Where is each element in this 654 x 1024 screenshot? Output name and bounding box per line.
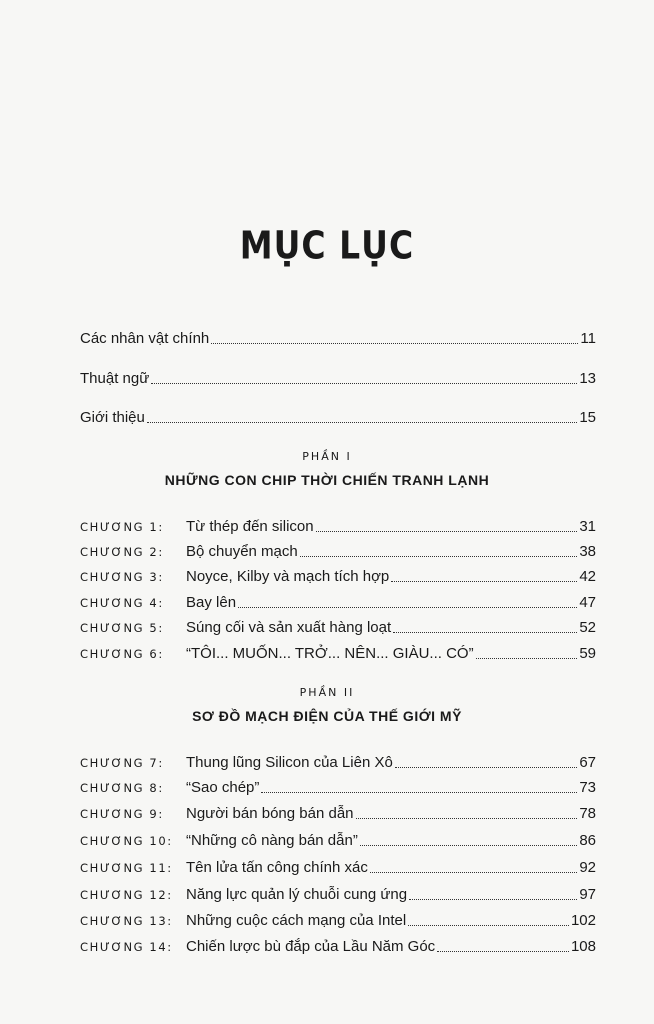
chapter-label: CHƯƠNG 7: <box>80 756 164 770</box>
chapter-entry[interactable] <box>80 615 596 637</box>
chapter-label: CHƯƠNG 14: <box>80 940 173 954</box>
chapter-entry[interactable] <box>80 514 596 536</box>
chapter-entry[interactable] <box>80 564 596 586</box>
chapter-label: CHƯƠNG 12: <box>80 888 173 902</box>
chapter-title: Những cuộc cách mạng của Intel <box>186 912 407 929</box>
chapter-page: 86 <box>579 832 596 849</box>
chapter-title: Từ thép đến silicon <box>186 518 314 535</box>
dot-leader <box>409 898 577 900</box>
chapter-label: CHƯƠNG 9: <box>80 807 164 821</box>
chapter-entry[interactable] <box>80 882 596 904</box>
toc-entry[interactable] <box>80 326 596 348</box>
part-label: PHẦN I <box>302 450 352 463</box>
chapter-label: CHƯƠNG 1: <box>80 520 164 534</box>
dot-leader <box>316 530 578 532</box>
chapter-label: CHƯƠNG 5: <box>80 621 164 635</box>
page-title: MỤC LỤC <box>239 223 415 268</box>
chapter-page: 102 <box>570 912 596 929</box>
chapter-page: 92 <box>579 859 596 876</box>
chapter-entry[interactable] <box>80 775 596 797</box>
chapter-page: 78 <box>579 805 596 822</box>
chapter-label: CHƯƠNG 11: <box>80 861 173 875</box>
chapter-title: Súng cối và sản xuất hàng loạt <box>186 619 392 636</box>
dot-leader <box>393 631 577 633</box>
dot-leader <box>300 555 578 557</box>
dot-leader <box>391 580 577 582</box>
chapter-entry[interactable] <box>80 828 596 850</box>
entry-title: Giới thiệu <box>80 409 145 426</box>
chapter-label: CHƯƠNG 10: <box>80 834 173 848</box>
chapter-title: Người bán bóng bán dẫn <box>186 805 354 822</box>
chapter-page: 38 <box>579 543 596 560</box>
chapter-title: “Sao chép” <box>186 779 260 796</box>
dot-leader <box>147 421 577 423</box>
chapter-entry[interactable] <box>80 641 596 663</box>
toc-entry[interactable] <box>80 366 596 388</box>
dot-leader <box>356 817 578 819</box>
chapter-title: Bay lên <box>186 594 237 611</box>
chapter-entry[interactable] <box>80 750 596 772</box>
chapter-title: Bộ chuyển mạch <box>186 543 298 560</box>
entry-title: Các nhân vật chính <box>80 330 210 347</box>
chapter-page: 67 <box>579 754 596 771</box>
chapter-label: CHƯƠNG 3: <box>80 570 164 584</box>
chapter-entry[interactable] <box>80 908 596 930</box>
dot-leader <box>408 924 569 926</box>
entry-page: 13 <box>579 370 596 387</box>
chapter-page: 42 <box>579 568 596 585</box>
chapter-title: Noyce, Kilby và mạch tích hợp <box>186 568 390 585</box>
part-title: NHỮNG CON CHIP THỜI CHIẾN TRANH LẠNH <box>164 472 490 488</box>
dot-leader <box>211 342 578 344</box>
dot-leader <box>151 382 577 384</box>
dot-leader <box>360 844 577 846</box>
chapter-label: CHƯƠNG 2: <box>80 545 164 559</box>
dot-leader <box>476 657 578 659</box>
entry-page: 15 <box>579 409 596 426</box>
dot-leader <box>370 871 577 873</box>
chapter-title: Năng lực quản lý chuỗi cung ứng <box>186 886 408 903</box>
chapter-label: CHƯƠNG 6: <box>80 647 164 661</box>
chapter-page: 73 <box>579 779 596 796</box>
chapter-title: “TÔI... MUỐN... TRỞ... NÊN... GIÀU... CÓ” <box>186 645 474 662</box>
dot-leader <box>437 950 569 952</box>
chapter-page: 31 <box>579 518 596 535</box>
dot-leader <box>238 606 577 608</box>
chapter-title: Tên lửa tấn công chính xác <box>186 859 368 876</box>
chapter-title: Chiến lược bù đắp của Lầu Năm Góc <box>186 938 436 955</box>
chapter-entry[interactable] <box>80 934 596 956</box>
chapter-label: CHƯƠNG 8: <box>80 781 164 795</box>
dot-leader <box>395 766 578 768</box>
chapter-page: 97 <box>579 886 596 903</box>
chapter-label: CHƯƠNG 13: <box>80 914 173 928</box>
chapter-page: 47 <box>579 594 596 611</box>
chapter-entry[interactable] <box>80 801 596 823</box>
chapter-label: CHƯƠNG 4: <box>80 596 164 610</box>
chapter-title: “Những cô nàng bán dẫn” <box>186 832 358 849</box>
chapter-title: Thung lũng Silicon của Liên Xô <box>186 754 393 771</box>
chapter-entry[interactable] <box>80 539 596 561</box>
chapter-entry[interactable] <box>80 590 596 612</box>
toc-entry[interactable] <box>80 405 596 427</box>
chapter-page: 59 <box>579 645 596 662</box>
entry-title: Thuật ngữ <box>80 370 150 387</box>
chapter-page: 108 <box>570 938 596 955</box>
part-label: PHẦN II <box>299 686 355 699</box>
dot-leader <box>261 791 577 793</box>
entry-page: 11 <box>580 330 596 347</box>
chapter-entry[interactable] <box>80 855 596 877</box>
part-title: SƠ ĐỒ MẠCH ĐIỆN CỦA THẾ GIỚI MỸ <box>192 708 462 724</box>
chapter-page: 52 <box>579 619 596 636</box>
